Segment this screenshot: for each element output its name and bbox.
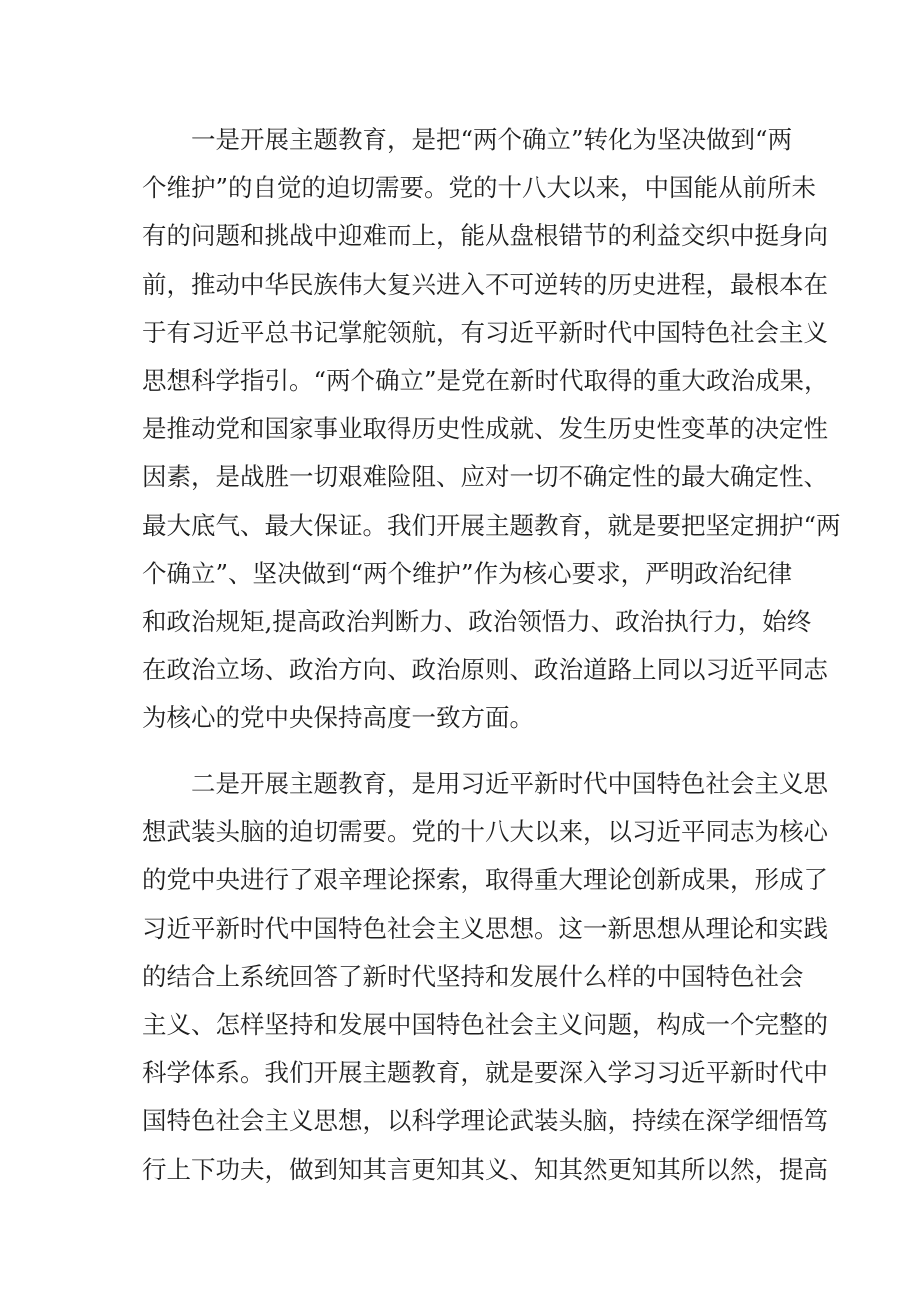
text-line: 因素，是战胜一切艰难险阻、应对一切不确定性的最大确定性、 (142, 462, 828, 492)
text-line: 行上下功夫，做到知其言更知其义、知其然更知其所以然，提高 (142, 1154, 828, 1184)
text-line: 主义、怎样坚持和发展中国特色社会主义问题，构成一个完整的 (142, 1009, 828, 1039)
text-line: 想武装头脑的迫切需要。党的十八大以来，以习近平同志为核心 (142, 817, 828, 847)
text-line: 的结合上系统回答了新时代坚持和发展什么样的中国特色社会 (142, 961, 804, 991)
text-line: 最大底气、最大保证。我们开展主题教育，就是要把坚定拥护“两 (142, 510, 841, 540)
text-line: 科学体系。我们开展主题教育，就是要深入学习习近平新时代中 (142, 1058, 828, 1088)
text-line: 和政治规矩,提高政治判断力、政治领悟力、政治执行力，始终 (142, 606, 812, 636)
paragraph-1 (142, 116, 841, 742)
text-line: 国特色社会主义思想，以科学理论武装头脑，持续在深学细悟笃 (142, 1106, 828, 1136)
text-line: 为核心的党中央保持高度一致方面。 (142, 703, 534, 733)
text-line: 习近平新时代中国特色社会主义思想。这一新思想从理论和实践 (142, 913, 828, 943)
text-line: 思想科学指引。“两个确立”是党在新时代取得的重大政治成果， (142, 365, 829, 395)
text-line: 有的问题和挑战中迎难而上，能从盘根错节的利益交织中挺身向 (142, 221, 828, 251)
text-line: 前，推动中华民族伟大复兴进入不可逆转的历史进程，最根本在 (142, 269, 828, 299)
text-line: 是推动党和国家事业取得历史性成就、发生历史性变革的决定性 (142, 414, 828, 444)
text-line: 于有习近平总书记掌舵领航，有习近平新时代中国特色社会主义 (142, 317, 828, 347)
text-line: 个维护”的自觉的迫切需要。党的十八大以来，中国能从前所未 (142, 173, 817, 203)
paragraph-2 (142, 760, 828, 1194)
text-line: 一是开展主题教育，是把“两个确立”转化为坚决做到“两 (191, 125, 793, 154)
text-line: 在政治立场、政治方向、政治原则、政治道路上同以习近平同志 (142, 655, 828, 685)
text-line: 二是开展主题教育，是用习近平新时代中国特色社会主义思 (191, 769, 828, 798)
text-line: 个确立”、坚决做到“两个维护”作为核心要求，严明政治纪律 (142, 558, 793, 588)
text-line: 的党中央进行了艰辛理论探索，取得重大理论创新成果，形成了 (142, 865, 828, 895)
